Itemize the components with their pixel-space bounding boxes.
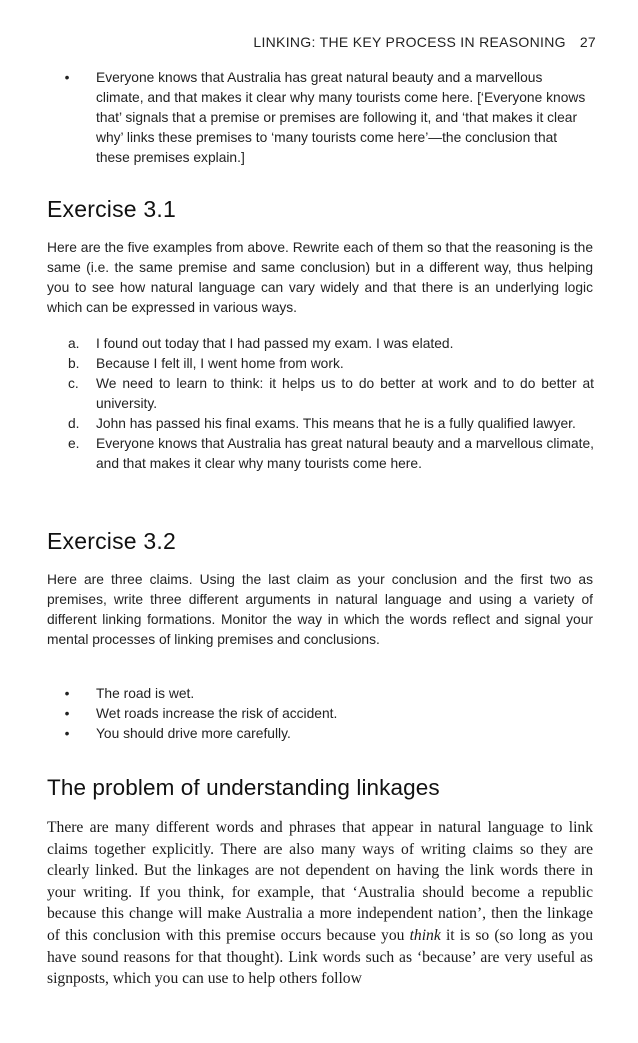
list-letter: c. xyxy=(68,376,79,391)
list-item xyxy=(60,704,592,724)
claim-text: The road is wet. xyxy=(96,686,195,701)
claims-list xyxy=(60,684,592,744)
intro-bullet xyxy=(60,68,592,168)
list-letter: b. xyxy=(68,356,80,371)
bullet-marker: • xyxy=(64,706,70,721)
list-item xyxy=(60,684,592,704)
exercise-3-1-heading: Exercise 3.1 xyxy=(47,196,176,222)
list-item-text: We need to learn to think: it helps us to do better at work and to do better at university. xyxy=(96,376,594,411)
list-item-text: John has passed his final exams. This means that he is a fully qualified lawyer. xyxy=(96,416,576,431)
body-emphasis: think xyxy=(409,926,441,944)
claim-text: Wet roads increase the risk of accident. xyxy=(96,706,338,721)
page-number: 27 xyxy=(579,34,596,50)
list-item-text: I found out today that I had passed my exam. I was elated. xyxy=(96,336,454,351)
bullet-marker: • xyxy=(64,686,70,701)
list-item xyxy=(68,414,594,434)
running-head-title: LINKING: THE KEY PROCESS IN REASONING xyxy=(253,34,566,50)
list-letter: e. xyxy=(68,436,80,451)
body-text-before: There are many different words and phrases that appear in natural language to link claims together explicitly. There are also many ways of writing claims so they are clearly linked. But the linkages are not dependent on having the link words there in your writing. If you think, for example, that ‘Australia should become a republic because this change will make Australia a more independent nation’, then the linkage of this conclusion with this premise occurs because you xyxy=(47,819,593,944)
bullet-marker: • xyxy=(64,70,70,85)
exercise-3-1-list xyxy=(68,334,594,474)
exercise-3-1-intro: Here are the five examples from above. Rewrite each of them so that the reasoning is the same (i.e. the same premise and same conclusion) but in a different way, thus helping you to see how natural language can vary widely and that there is an underlying logic which can be expressed in various ways. xyxy=(47,240,593,315)
list-letter: a. xyxy=(68,336,80,351)
running-head xyxy=(253,34,596,50)
section-heading: The problem of understanding linkages xyxy=(47,775,440,800)
list-item xyxy=(68,374,594,414)
body-paragraph xyxy=(47,817,593,990)
intro-bullet-text: Everyone knows that Australia has great natural beauty and a marvellous climate, and that makes it clear why many tourists come here. [‘Everyone knows that’ signals that a premise or premises are following it, and ‘that makes it clear why’ links these premises to ‘many tourists come here’—the conclusion that these premises explain.] xyxy=(96,70,586,165)
list-item xyxy=(68,354,594,374)
list-item-text: Everyone knows that Australia has great natural beauty and a marvellous climate, and that makes it clear why many tourists come here. xyxy=(96,436,594,471)
body-text-after: it is so (so long as you have sound reasons for that thought). Link words such as ‘because’ are very useful as signposts, which you can use to help others follow xyxy=(47,926,594,988)
exercise-3-2-intro: Here are three claims. Using the last claim as your conclusion and the first two as premises, write three different arguments in natural language and using a variety of different linking formations. Monitor the way in which the words reflect and signal your mental processes of linking premises and conclusions. xyxy=(47,572,593,647)
exercise-3-2-heading: Exercise 3.2 xyxy=(47,528,176,554)
bullet-marker: • xyxy=(64,726,70,741)
list-item-text: Because I felt ill, I went home from work. xyxy=(96,356,344,371)
list-item xyxy=(60,724,592,744)
list-letter: d. xyxy=(68,416,80,431)
list-item xyxy=(68,334,594,354)
claim-text: You should drive more carefully. xyxy=(96,726,291,741)
list-item xyxy=(68,434,594,474)
list-item xyxy=(60,68,592,168)
